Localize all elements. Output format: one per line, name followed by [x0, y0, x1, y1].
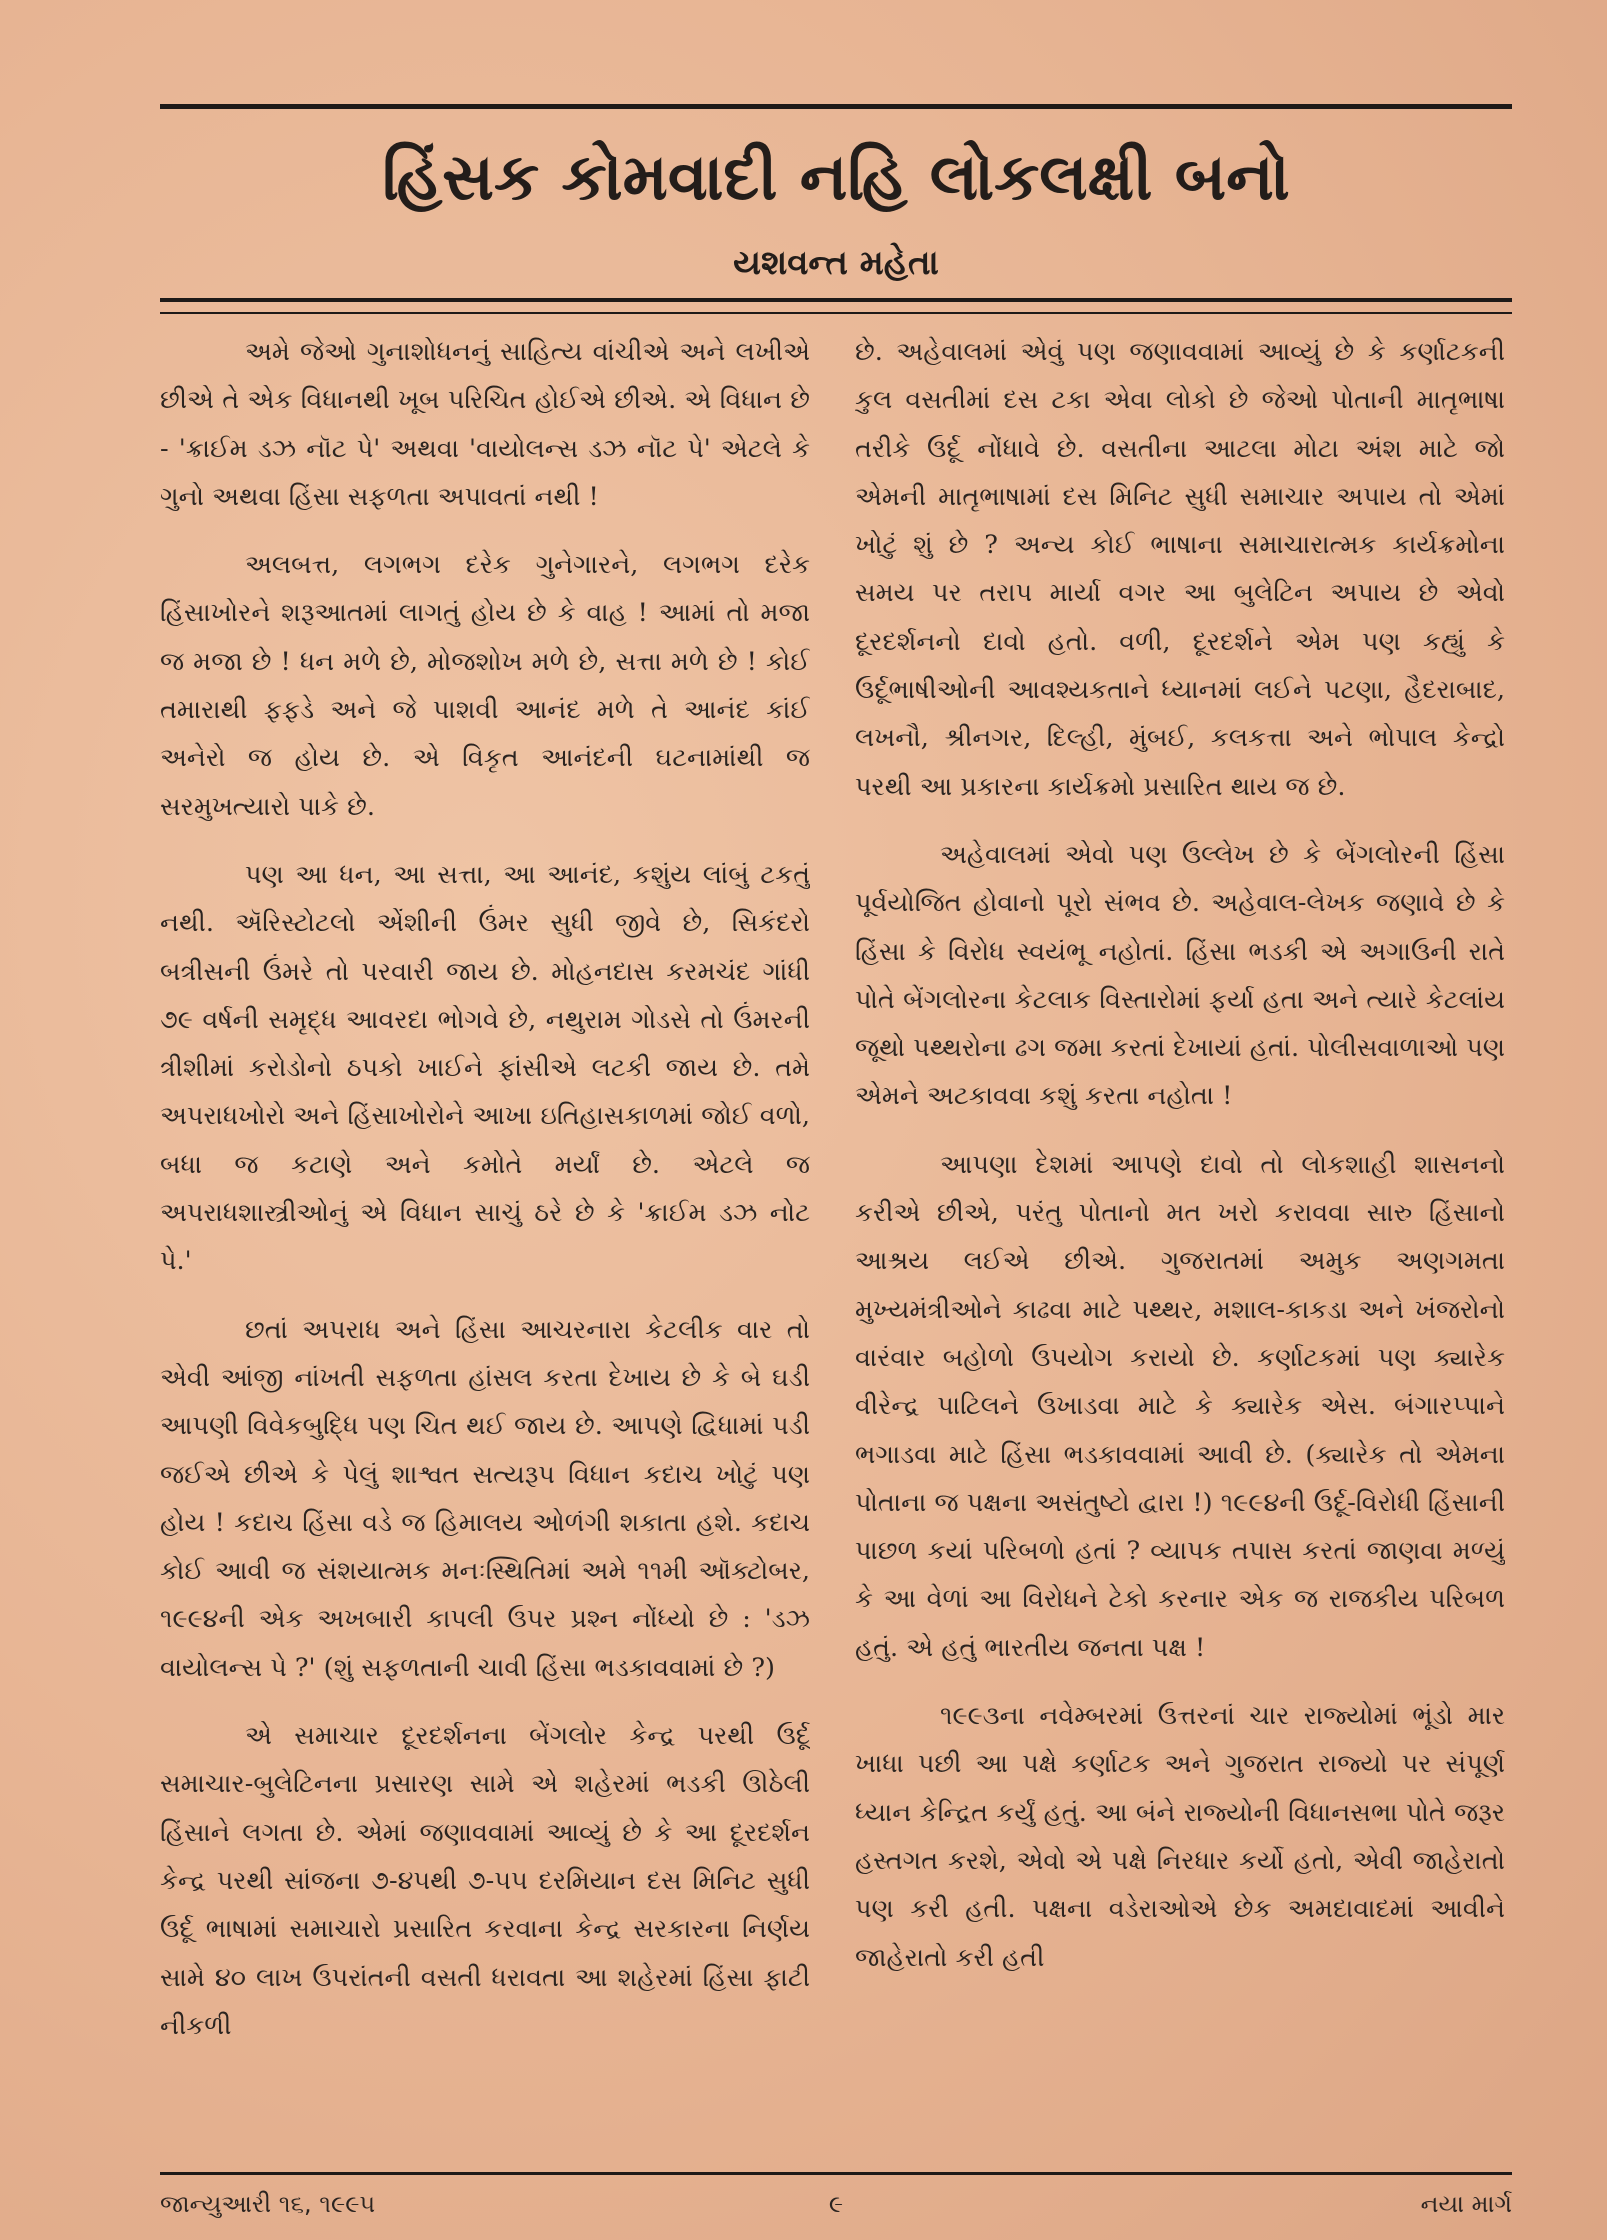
left-column [160, 328, 810, 2163]
header-double-rule-thick [160, 298, 1512, 302]
paragraph: પણ આ ધન, આ સત્તા, આ આનંદ, કશુંય લાંબું ટકતું નથી. ઍરિસ્ટોટલો એંશીની ઉંમર સુધી જીવે છે, સિકંદરો બત્રીસની ઉંમરે તો પરવારી જાય છે. મોહનદાસ કરમચંદ ગાંધી ૭૯ વર્ષની સમૃદ્ધ આવરદા ભોગવે છે, નથુરામ ગોડસે તો ઉંમરની ત્રીશીમાં કરોડોનો ઠપકો ખાઈને ફાંસીએ લટકી જાય છે. તમે અપરાધખોરો અને હિંસાખોરોને આખા ઇતિહાસકાળમાં જોઈ વળો, બધા જ કટાણે અને કમોતે મર્યાં છે. એટલે જ અપરાધશાસ્ત્રીઓનું એ વિધાન સાચું ઠરે છે કે 'ક્રાઈમ ડઝ નોટ પે.' [160, 859, 810, 1277]
page-footer [160, 2182, 1512, 2226]
paragraph: છે. અહેવાલમાં એવું પણ જણાવવામાં આવ્યું છે કે કર્ણાટકની કુલ વસતીમાં દસ ટકા એવા લોકો છે જેઓ પોતાની માતૃભાષા તરીકે ઉર્દૂ નોંધાવે છે. વસતીના આટલા મોટા અંશ માટે જો એમની માતૃભાષામાં દસ મિનિટ સુધી સમાચાર અપાય તો એમાં ખોટું શું છે ? અન્ય કોઈ ભાષાના સમાચારાત્મક કાર્યક્રમોના સમય પર તરાપ માર્યા વગર આ બુલેટિન અપાય છે એવો દૂરદર્શનનો દાવો હતો. વળી, દૂરદર્શને એમ પણ કહ્યું કે ઉર્દૂભાષીઓની આવશ્યકતાને ધ્યાનમાં લઈને પટણા, હૈદરાબાદ, લખનૌ, શ્રીનગર, દિલ્હી, મુંબઈ, કલકત્તા અને ભોપાલ કેન્દ્રો પરથી આ પ્રકારના કાર્યક્રમો પ્રસારિત થાય જ છે. [855, 337, 1505, 802]
magazine-name: નયા માર્ગ [1420, 2190, 1512, 2218]
header-double-rule-thin [160, 312, 1512, 314]
footer-date: જાન્યુઆરી ૧૬, ૧૯૯૫ [160, 2190, 376, 2218]
paragraph: આપણા દેશમાં આપણે દાવો તો લોકશાહી શાસનનો કરીએ છીએ, પરંતુ પોતાનો મત ખરો કરાવવા સારુ હિંસાનો આશ્રય લઈએ છીએ. ગુજરાતમાં અમુક અણગમતા મુખ્યમંત્રીઓને કાઢવા માટે પથ્થર, મશાલ-કાકડા અને ખંજરોનો વારંવાર બહોળો ઉપયોગ કરાયો છે. કર્ણાટકમાં પણ ક્યારેક વીરેન્દ્ર પાટિલને ઉખાડવા માટે કે ક્યારેક એસ. બંગારપ્પાને ભગાડવા માટે હિંસા ભડકાવવામાં આવી છે. (ક્યારેક તો એમના પોતાના જ પક્ષના અસંતુષ્ટો દ્વારા !) ૧૯૯૪ની ઉર્દૂ-વિરોધી હિંસાની પાછળ કયાં પરિબળો હતાં ? વ્યાપક તપાસ કરતાં જાણવા મળ્યું કે આ વેળાં આ વિરોધને ટેકો કરનાર એક જ રાજકીય પરિબળ હતું. એ હતું ભારતીય જનતા પક્ષ ! [855, 1149, 1505, 1663]
right-column [855, 328, 1505, 2163]
page-number: ૯ [828, 2190, 844, 2218]
paragraph: અલબત્ત, લગભગ દરેક ગુનેગારને, લગભગ દરેક હિંસાખોરને શરૂઆતમાં લાગતું હોય છે કે વાહ ! આમાં તો મજા જ મજા છે ! ધન મળે છે, મોજશોખ મળે છે, સત્તા મળે છે ! કોઈ તમારાથી ફફડે અને જે પાશવી આનંદ મળે તે આનંદ કાંઈ અનેરો જ હોય છે. એ વિકૃત આનંદની ઘટનામાંથી જ સરમુખત્યારો પાકે છે. [160, 550, 810, 822]
article-title: હિંસક કોમવાદી નહિ લોકલક્ષી બનો [382, 141, 1290, 215]
paragraph: એ સમાચાર દૂરદર્શનના બેંગલોર કેન્દ્ર પરથી ઉર્દૂ સમાચાર-બુલેટિનના પ્રસારણ સામે એ શહેરમાં ભડકી ઊઠેલી હિંસાને લગતા છે. એમાં જણાવવામાં આવ્યું છે કે આ દૂરદર્શન કેન્દ્ર પરથી સાંજના ૭-૪૫થી ૭-૫૫ દરમિયાન દસ મિનિટ સુધી ઉર્દૂ ભાષામાં સમાચારો પ્રસારિત કરવાના કેન્દ્ર સરકારના નિર્ણય સામે ૪૦ લાખ ઉપરાંતની વસતી ધરાવતા આ શહેરમાં હિંસા ફાટી નીકળી [160, 1721, 810, 2041]
article-author: યશવન્ત મહેતા [733, 243, 939, 283]
paragraph: અમે જેઓ ગુનાશોધનનું સાહિત્ય વાંચીએ અને લખીએ છીએ તે એક વિધાનથી ખૂબ પરિચિત હોઈએ છીએ. એ વિધાન છે - 'ક્રાઈમ ડઝ નૉટ પે' અથવા 'વાયોલન્સ ડઝ નૉટ પે' એટલે કે ગુનો અથવા હિંસા સફળતા અપાવતાં નથી ! [160, 337, 810, 512]
paragraph: ૧૯૯૩ના નવેમ્બરમાં ઉત્તરનાં ચાર રાજ્યોમાં ભૂંડો માર ખાધા પછી આ પક્ષે કર્ણાટક અને ગુજરાત રાજ્યો પર સંપૂર્ણ ધ્યાન કેન્દ્રિત કર્યું હતું. આ બંને રાજ્યોની વિધાનસભા પોતે જરૂર હસ્તગત કરશે, એવો એ પક્ષે નિરધાર કર્યો હતો, એવી જાહેરાતો પણ કરી હતી. પક્ષના વડેરાઓએ છેક અમદાવાદમાં આવીને જાહેરાતો કરી હતી [855, 1701, 1505, 1973]
top-rule [160, 104, 1512, 109]
footer-rule [160, 2172, 1512, 2175]
paragraph: અહેવાલમાં એવો પણ ઉલ્લેખ છે કે બેંગલોરની હિંસા પૂર્વયોજિત હોવાનો પૂરો સંભવ છે. અહેવાલ-લેખક જણાવે છે કે હિંસા કે વિરોધ સ્વયંભૂ નહોતાં. હિંસા ભડકી એ અગાઉની રાતે પોતે બેંગલોરના કેટલાક વિસ્તારોમાં ફર્યા હતા અને ત્યારે કેટલાંય જૂથો પથ્થરોના ઢગ જમા કરતાં દેખાયાં હતાં. પોલીસવાળાઓ પણ એમને અટકાવવા કશું કરતા નહોતા ! [855, 839, 1505, 1112]
paragraph: છતાં અપરાધ અને હિંસા આચરનારા કેટલીક વાર તો એવી આંજી નાંખતી સફળતા હાંસલ કરતા દેખાય છે કે બે ઘડી આપણી વિવેકબુદ્ધિ પણ ચિત થઈ જાય છે. આપણે દ્વિધામાં પડી જઈએ છીએ કે પેલું શાશ્વત સત્યરૂપ વિધાન કદાચ ખોટું પણ હોય ! કદાચ હિંસા વડે જ હિમાલય ઓળંગી શકાતા હશે. કદાચ કોઈ આવી જ સંશયાત્મક મનઃસ્થિતિમાં અમે ૧૧મી ઑક્ટોબર, ૧૯૯૪ની એક અખબારી કાપલી ઉપર પ્રશ્ન નોંધ્યો છે : 'ડઝ વાયોલન્સ પે ?' (શું સફળતાની ચાવી હિંસા ભડકાવવામાં છે ?) [160, 1314, 810, 1683]
